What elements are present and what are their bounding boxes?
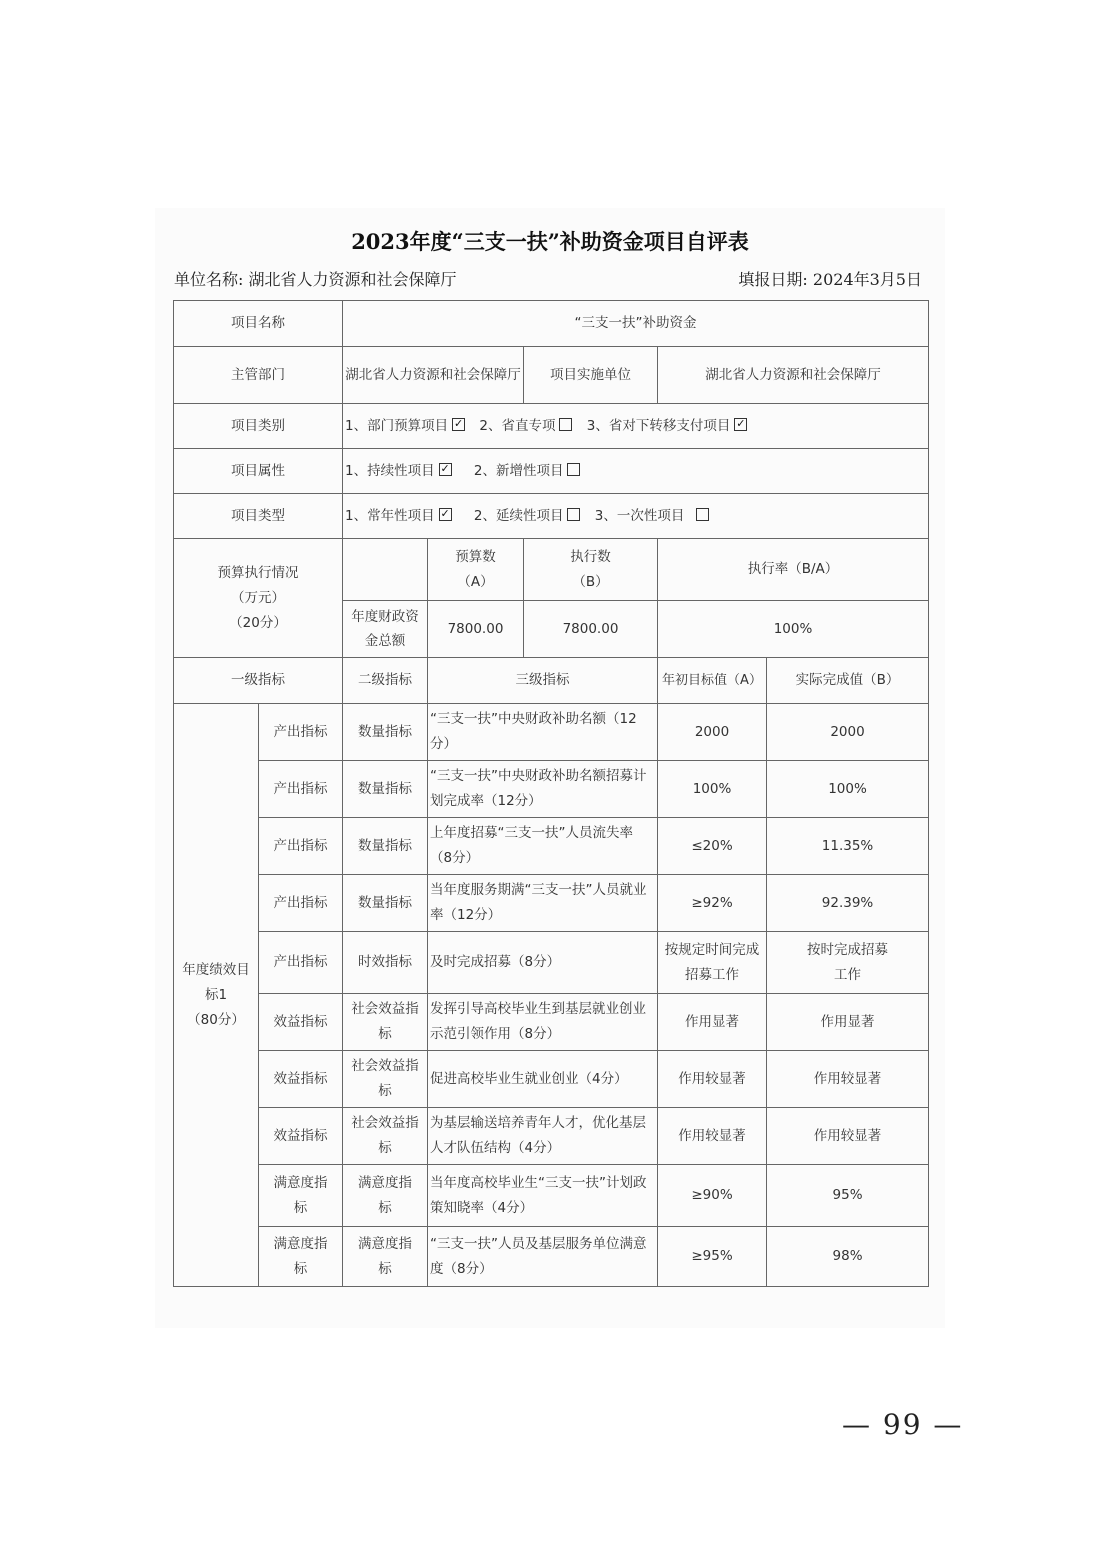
level2-cell: 社会效益指标 bbox=[343, 1051, 428, 1108]
level2-cell: 数量指标 bbox=[343, 818, 428, 875]
col-a-line1: 预算数 bbox=[455, 548, 496, 565]
level3-cell: “三支一扶”中央财政补助名额（12分） bbox=[428, 704, 658, 761]
budget-label-line1: 预算执行情况 bbox=[217, 564, 299, 581]
col-b-line2: （B） bbox=[572, 573, 609, 590]
level3-cell: 当年度服务期满“三支一扶”人员就业率（12分） bbox=[428, 875, 658, 932]
option-label: 3、省对下转移支付项目 bbox=[586, 417, 731, 434]
level1-cell: 效益指标 bbox=[259, 1051, 343, 1108]
exec-value: 7800.00 bbox=[524, 601, 658, 658]
category-option-3 bbox=[587, 418, 752, 434]
attribute-label: 项目属性 bbox=[174, 449, 343, 494]
row-type bbox=[174, 494, 929, 539]
actual-cell: 98% bbox=[767, 1227, 929, 1287]
project-name-label: 项目名称 bbox=[174, 301, 343, 347]
level1-cell: 产出指标 bbox=[259, 932, 343, 994]
level2-cell: 满意度指标 bbox=[343, 1165, 428, 1227]
checkbox-checked-icon[interactable] bbox=[734, 418, 747, 431]
group-label-line2: （80分） bbox=[187, 1011, 245, 1028]
option-label: 2、新增性项目 bbox=[473, 462, 564, 479]
budget-value: 7800.00 bbox=[428, 601, 524, 658]
level3-cell: 为基层输送培养青年人才，优化基层人才队伍结构（4分） bbox=[428, 1108, 658, 1165]
level2-cell: 时效指标 bbox=[343, 932, 428, 994]
category-option-1 bbox=[345, 418, 469, 434]
level1-cell: 产出指标 bbox=[259, 761, 343, 818]
row-department bbox=[174, 347, 929, 404]
dept-label: 主管部门 bbox=[174, 347, 343, 404]
header-actual: 实际完成值（B） bbox=[767, 658, 929, 704]
level3-cell: 发挥引导高校毕业生到基层就业创业示范引领作用（8分） bbox=[428, 994, 658, 1051]
header-target: 年初目标值（A） bbox=[658, 658, 767, 704]
header-level2: 二级指标 bbox=[343, 658, 428, 704]
attribute-option-2 bbox=[474, 463, 585, 479]
table-row bbox=[174, 875, 929, 932]
actual-cell: 100% bbox=[767, 761, 929, 818]
option-label: 2、延续性项目 bbox=[473, 507, 564, 524]
level2-cell: 社会效益指标 bbox=[343, 1108, 428, 1165]
attribute-options bbox=[343, 449, 929, 494]
checkbox-checked-icon[interactable] bbox=[439, 508, 452, 521]
date-value: 2024年3月5日 bbox=[812, 270, 922, 289]
actual-cell: 95% bbox=[767, 1165, 929, 1227]
row-budget-header bbox=[174, 539, 929, 601]
unit-name bbox=[174, 267, 457, 290]
budget-label-line2: （万元） bbox=[231, 589, 285, 606]
budget-col-b bbox=[524, 539, 658, 601]
level2-cell: 满意度指标 bbox=[343, 1227, 428, 1287]
target-cell: ≤20% bbox=[658, 818, 767, 875]
level3-cell: “三支一扶”中央财政补助名额招募计划完成率（12分） bbox=[428, 761, 658, 818]
budget-label-line3: （20分） bbox=[229, 614, 287, 631]
level3-cell: 当年度高校毕业生“三支一扶”计划政策知晓率（4分） bbox=[428, 1165, 658, 1227]
category-options bbox=[343, 404, 929, 449]
self-evaluation-table bbox=[173, 300, 929, 1287]
unit-label: 单位名称: bbox=[174, 270, 244, 289]
actual-cell: 作用较显著 bbox=[767, 1051, 929, 1108]
checkbox-unchecked-icon[interactable] bbox=[696, 508, 709, 521]
level2-cell: 数量指标 bbox=[343, 761, 428, 818]
option-label: 1、常年性项目 bbox=[345, 507, 435, 524]
type-option-2 bbox=[474, 508, 585, 524]
type-options bbox=[343, 494, 929, 539]
level1-cell: 满意度指标 bbox=[259, 1165, 343, 1227]
group-label-line1: 年度绩效目标1 bbox=[182, 961, 250, 1003]
option-label: 1、持续性项目 bbox=[345, 462, 435, 479]
header-level3: 三级指标 bbox=[428, 658, 658, 704]
budget-row-label: 年度财政资金总额 bbox=[343, 601, 428, 658]
type-option-3 bbox=[595, 508, 714, 524]
target-cell: 作用较显著 bbox=[658, 1108, 767, 1165]
row-attribute bbox=[174, 449, 929, 494]
table-row bbox=[174, 704, 929, 761]
target-cell: 作用较显著 bbox=[658, 1051, 767, 1108]
type-option-1 bbox=[345, 508, 456, 524]
level1-cell: 效益指标 bbox=[259, 994, 343, 1051]
level3-cell: 上年度招募“三支一扶”人员流失率（8分） bbox=[428, 818, 658, 875]
dept-value: 湖北省人力资源和社会保障厅 bbox=[343, 347, 524, 404]
level1-cell: 满意度指标 bbox=[259, 1227, 343, 1287]
level1-cell: 产出指标 bbox=[259, 875, 343, 932]
target-cell: 100% bbox=[658, 761, 767, 818]
category-label: 项目类别 bbox=[174, 404, 343, 449]
target-cell: ≥95% bbox=[658, 1227, 767, 1287]
table-row bbox=[174, 1165, 929, 1227]
impl-unit-label: 项目实施单位 bbox=[524, 347, 658, 404]
checkbox-checked-icon[interactable] bbox=[439, 463, 452, 476]
actual-cell: 92.39% bbox=[767, 875, 929, 932]
level1-cell: 效益指标 bbox=[259, 1108, 343, 1165]
budget-col-rate: 执行率（B/A） bbox=[658, 539, 929, 601]
table-row bbox=[174, 818, 929, 875]
target-cell: ≥92% bbox=[658, 875, 767, 932]
level3-cell: “三支一扶”人员及基层服务单位满意度（8分） bbox=[428, 1227, 658, 1287]
budget-col-a bbox=[428, 539, 524, 601]
page-number: — 99 — bbox=[842, 1408, 964, 1441]
table-row bbox=[174, 994, 929, 1051]
checkbox-unchecked-icon[interactable] bbox=[559, 418, 572, 431]
target-cell: 按规定时间完成招募工作 bbox=[658, 932, 767, 994]
checkbox-unchecked-icon[interactable] bbox=[567, 508, 580, 521]
table-row bbox=[174, 1051, 929, 1108]
budget-empty-cell bbox=[343, 539, 428, 601]
actual-cell: 11.35% bbox=[767, 818, 929, 875]
header-level1: 一级指标 bbox=[174, 658, 343, 704]
rate-value: 100% bbox=[658, 601, 929, 658]
actual-cell: 作用显著 bbox=[767, 994, 929, 1051]
group-label bbox=[174, 704, 259, 1287]
unit-value: 湖北省人力资源和社会保障厅 bbox=[248, 270, 457, 289]
document-title: 2023年度“三支一扶”补助资金项目自评表 bbox=[351, 229, 749, 254]
impl-unit-value: 湖北省人力资源和社会保障厅 bbox=[658, 347, 929, 404]
target-cell: 作用显著 bbox=[658, 994, 767, 1051]
option-label: 3、一次性项目 bbox=[594, 507, 685, 524]
option-label: 2、省直专项 bbox=[479, 417, 556, 434]
table-row bbox=[174, 1227, 929, 1287]
row-project-name bbox=[174, 301, 929, 347]
col-b-line1: 执行数 bbox=[570, 548, 611, 565]
level2-cell: 社会效益指标 bbox=[343, 994, 428, 1051]
level3-cell: 促进高校毕业生就业创业（4分） bbox=[428, 1051, 658, 1108]
row-category bbox=[174, 404, 929, 449]
target-cell: ≥90% bbox=[658, 1165, 767, 1227]
table-row bbox=[174, 761, 929, 818]
level1-cell: 产出指标 bbox=[259, 704, 343, 761]
level1-cell: 产出指标 bbox=[259, 818, 343, 875]
project-name-value: “三支一扶”补助资金 bbox=[343, 301, 929, 347]
col-a-line2: （A） bbox=[457, 573, 494, 590]
category-option-2 bbox=[479, 418, 576, 434]
actual-cell: 按时完成招募工作 bbox=[767, 932, 929, 994]
budget-label bbox=[174, 539, 343, 658]
table-row bbox=[174, 1108, 929, 1165]
attribute-option-1 bbox=[345, 463, 456, 479]
target-cell: 2000 bbox=[658, 704, 767, 761]
level3-cell: 及时完成招募（8分） bbox=[428, 932, 658, 994]
checkbox-checked-icon[interactable] bbox=[452, 418, 465, 431]
type-label: 项目类型 bbox=[174, 494, 343, 539]
date-label: 填报日期: bbox=[738, 270, 808, 289]
checkbox-unchecked-icon[interactable] bbox=[567, 463, 580, 476]
row-indicator-headers bbox=[174, 658, 929, 704]
actual-cell: 2000 bbox=[767, 704, 929, 761]
table-row bbox=[174, 932, 929, 994]
level2-cell: 数量指标 bbox=[343, 704, 428, 761]
option-label: 1、部门预算项目 bbox=[345, 417, 449, 434]
fill-date bbox=[738, 267, 922, 290]
level2-cell: 数量指标 bbox=[343, 875, 428, 932]
actual-cell: 作用较显著 bbox=[767, 1108, 929, 1165]
